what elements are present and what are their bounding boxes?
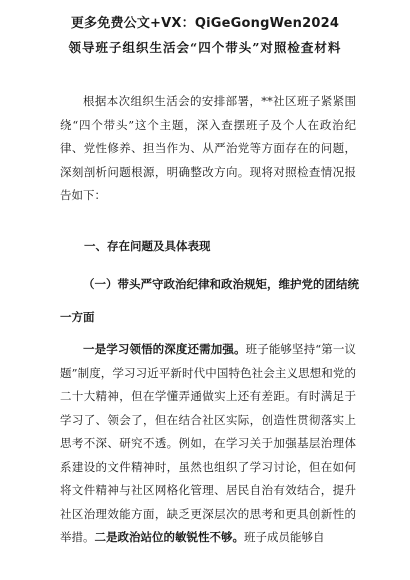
document-title: 领导班子组织生活会“四个带头”对照检查材料 (68, 40, 342, 55)
point-two-text: 班子成员能够自 (244, 530, 325, 544)
section-heading: 一、存在问题及具体表现 (84, 239, 211, 253)
body-paragraph (60, 338, 356, 550)
watermark-header: 更多免费公文+VX：QiGeGongWen2024 (70, 16, 340, 31)
point-one-text: 班子能够坚持“第一议题”制度，学习习近平新时代中国特色社会主义思想和党的二十大精神，但在学懂弄通做实上还有差距。有时满足于学习了、领会了，但在结合社区实际，创造性贯彻落实上思考不深、研究不透。例如，在学习关于加强基层治理体系建设的文件精神时，虽然也组织了学习讨论，但在如何将文件精神与社区网格化管理、居民自治有效结合，提升社区治理效能方面，缺乏更深层次的思考和更具创新性的举措。 (60, 342, 356, 544)
point-two-lead: 二是政治站位的敏锐性不够。 (94, 530, 244, 544)
subsection-heading: （一）带头严守政治纪律和政治规矩，维护党的团结统一方面 (60, 277, 359, 324)
point-one-lead: 一是学习领悟的深度还需加强。 (83, 342, 246, 356)
intro-paragraph: 根据本次组织生活会的安排部署，**社区班子紧紧围绕“四个带头”这个主题，深入查摆班子及个人在政治纪律、党性修养、担当作为、从严治党等方面存在的问题，深刻剖析问题根源，明确整改方向。现将对照检查情况报告如下： (60, 94, 356, 202)
